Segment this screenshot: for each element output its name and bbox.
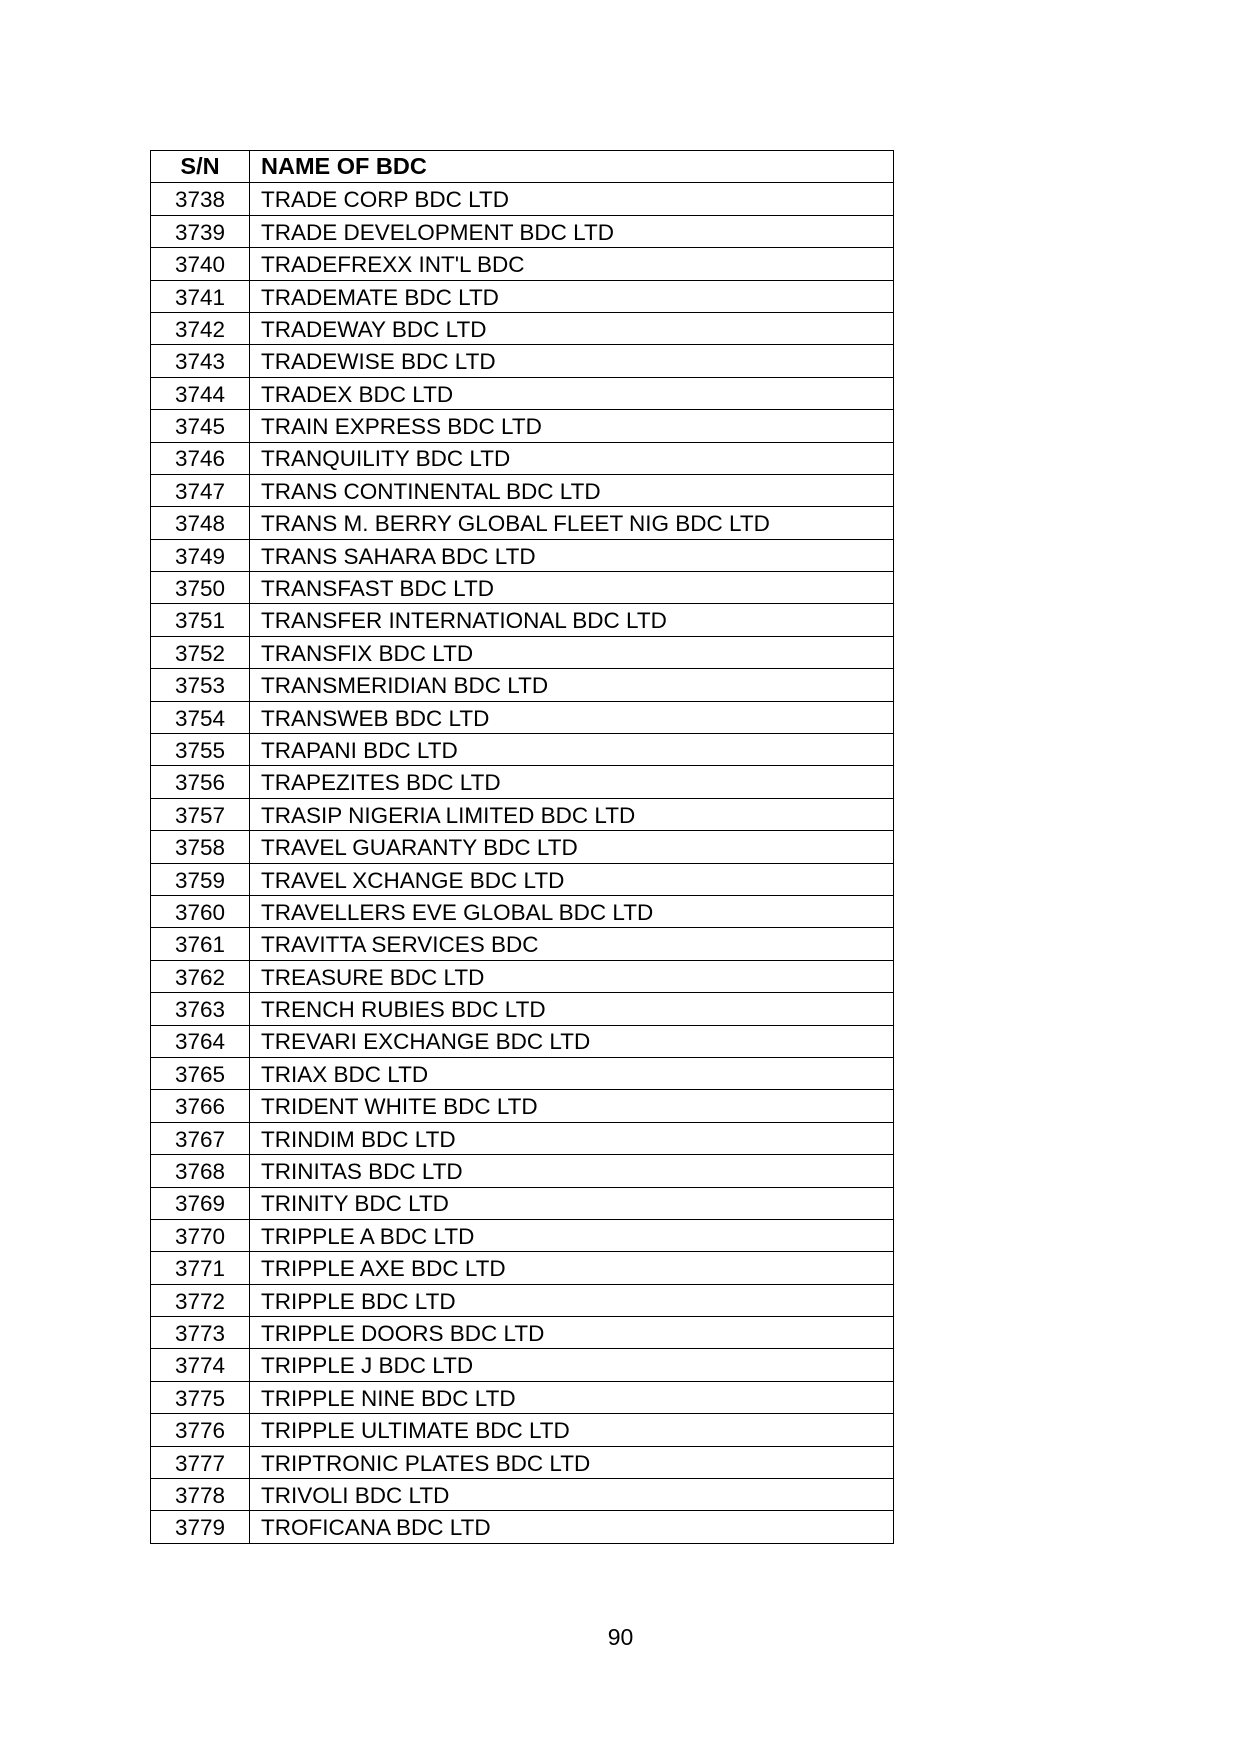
bdc-name-cell: TRADEFREXX INT'L BDC — [250, 248, 894, 280]
bdc-name-cell: TREASURE BDC LTD — [250, 960, 894, 992]
bdc-name-cell: TRIPPLE ULTIMATE BDC LTD — [250, 1414, 894, 1446]
bdc-name-cell: TRADEMATE BDC LTD — [250, 280, 894, 312]
table-row — [151, 1349, 894, 1381]
serial-number-cell: 3764 — [151, 1025, 250, 1057]
bdc-name-cell: TRADE CORP BDC LTD — [250, 183, 894, 215]
table-row — [151, 474, 894, 506]
bdc-name-cell: TRIPTRONIC PLATES BDC LTD — [250, 1446, 894, 1478]
table-row — [151, 960, 894, 992]
bdc-name-cell: TRANS CONTINENTAL BDC LTD — [250, 474, 894, 506]
table-row — [151, 1414, 894, 1446]
table-row — [151, 1511, 894, 1543]
bdc-name-cell: TRINITAS BDC LTD — [250, 1155, 894, 1187]
serial-number-cell: 3739 — [151, 215, 250, 247]
bdc-name-cell: TRANSWEB BDC LTD — [250, 701, 894, 733]
bdc-name-cell: TRIVOLI BDC LTD — [250, 1479, 894, 1511]
table-row — [151, 1479, 894, 1511]
bdc-name-cell: TRIAX BDC LTD — [250, 1057, 894, 1089]
bdc-name-cell: TRADEWISE BDC LTD — [250, 345, 894, 377]
table-body — [151, 183, 894, 1543]
serial-number-cell: 3751 — [151, 604, 250, 636]
serial-number-cell: 3738 — [151, 183, 250, 215]
bdc-name-cell: TRANSFER INTERNATIONAL BDC LTD — [250, 604, 894, 636]
serial-number-cell: 3772 — [151, 1284, 250, 1316]
table-row — [151, 701, 894, 733]
table-row — [151, 1025, 894, 1057]
serial-number-cell: 3757 — [151, 798, 250, 830]
bdc-name-cell: TRIPPLE J BDC LTD — [250, 1349, 894, 1381]
table-row — [151, 993, 894, 1025]
serial-number-cell: 3750 — [151, 572, 250, 604]
table-row — [151, 895, 894, 927]
serial-number-cell: 3760 — [151, 895, 250, 927]
table-row — [151, 1219, 894, 1251]
bdc-name-cell: TRANSFIX BDC LTD — [250, 636, 894, 668]
bdc-name-cell: TRAVEL XCHANGE BDC LTD — [250, 863, 894, 895]
bdc-name-cell: TRAPANI BDC LTD — [250, 734, 894, 766]
bdc-table — [150, 150, 894, 1544]
table-row — [151, 1155, 894, 1187]
serial-number-cell: 3770 — [151, 1219, 250, 1251]
table-row — [151, 1252, 894, 1284]
serial-number-cell: 3771 — [151, 1252, 250, 1284]
bdc-name-cell: TRAIN EXPRESS BDC LTD — [250, 410, 894, 442]
table-row — [151, 215, 894, 247]
table-row — [151, 831, 894, 863]
name-header: NAME OF BDC — [250, 151, 894, 183]
serial-number-cell: 3779 — [151, 1511, 250, 1543]
bdc-name-cell: TRAVITTA SERVICES BDC — [250, 928, 894, 960]
table-row — [151, 1381, 894, 1413]
bdc-name-cell: TRANS SAHARA BDC LTD — [250, 539, 894, 571]
table-row — [151, 248, 894, 280]
table-row — [151, 410, 894, 442]
table-row — [151, 183, 894, 215]
serial-number-cell: 3759 — [151, 863, 250, 895]
serial-number-cell: 3766 — [151, 1090, 250, 1122]
sn-header: S/N — [151, 151, 250, 183]
bdc-name-cell: TRANS M. BERRY GLOBAL FLEET NIG BDC LTD — [250, 507, 894, 539]
bdc-name-cell: TRIPPLE BDC LTD — [250, 1284, 894, 1316]
serial-number-cell: 3740 — [151, 248, 250, 280]
serial-number-cell: 3776 — [151, 1414, 250, 1446]
serial-number-cell: 3755 — [151, 734, 250, 766]
bdc-name-cell: TRINITY BDC LTD — [250, 1187, 894, 1219]
bdc-name-cell: TRANSMERIDIAN BDC LTD — [250, 669, 894, 701]
bdc-name-cell: TRAPEZITES BDC LTD — [250, 766, 894, 798]
bdc-name-cell: TRASIP NIGERIA LIMITED BDC LTD — [250, 798, 894, 830]
table-row — [151, 280, 894, 312]
serial-number-cell: 3763 — [151, 993, 250, 1025]
serial-number-cell: 3754 — [151, 701, 250, 733]
bdc-name-cell: TRIPPLE A BDC LTD — [250, 1219, 894, 1251]
bdc-name-cell: TRIPPLE AXE BDC LTD — [250, 1252, 894, 1284]
table-row — [151, 1090, 894, 1122]
table-row — [151, 766, 894, 798]
table-row — [151, 636, 894, 668]
serial-number-cell: 3777 — [151, 1446, 250, 1478]
serial-number-cell: 3756 — [151, 766, 250, 798]
serial-number-cell: 3741 — [151, 280, 250, 312]
table-row — [151, 572, 894, 604]
bdc-name-cell: TRENCH RUBIES BDC LTD — [250, 993, 894, 1025]
bdc-name-cell: TRADEX BDC LTD — [250, 377, 894, 409]
serial-number-cell: 3773 — [151, 1317, 250, 1349]
serial-number-cell: 3778 — [151, 1479, 250, 1511]
table-header — [151, 151, 894, 183]
table-row — [151, 669, 894, 701]
bdc-name-cell: TRAVEL GUARANTY BDC LTD — [250, 831, 894, 863]
serial-number-cell: 3758 — [151, 831, 250, 863]
serial-number-cell: 3748 — [151, 507, 250, 539]
header-row — [151, 151, 894, 183]
bdc-name-cell: TREVARI EXCHANGE BDC LTD — [250, 1025, 894, 1057]
bdc-name-cell: TRIDENT WHITE BDC LTD — [250, 1090, 894, 1122]
serial-number-cell: 3774 — [151, 1349, 250, 1381]
table-row — [151, 345, 894, 377]
table-row — [151, 734, 894, 766]
serial-number-cell: 3765 — [151, 1057, 250, 1089]
table-row — [151, 442, 894, 474]
table-row — [151, 1122, 894, 1154]
serial-number-cell: 3746 — [151, 442, 250, 474]
table-row — [151, 312, 894, 344]
serial-number-cell: 3761 — [151, 928, 250, 960]
bdc-name-cell: TRINDIM BDC LTD — [250, 1122, 894, 1154]
bdc-name-cell: TRANQUILITY BDC LTD — [250, 442, 894, 474]
serial-number-cell: 3768 — [151, 1155, 250, 1187]
serial-number-cell: 3752 — [151, 636, 250, 668]
bdc-name-cell: TRAVELLERS EVE GLOBAL BDC LTD — [250, 895, 894, 927]
bdc-name-cell: TRANSFAST BDC LTD — [250, 572, 894, 604]
table-row — [151, 798, 894, 830]
table-row — [151, 604, 894, 636]
serial-number-cell: 3762 — [151, 960, 250, 992]
serial-number-cell: 3775 — [151, 1381, 250, 1413]
serial-number-cell: 3743 — [151, 345, 250, 377]
table-row — [151, 539, 894, 571]
table-row — [151, 1187, 894, 1219]
bdc-name-cell: TROFICANA BDC LTD — [250, 1511, 894, 1543]
serial-number-cell: 3769 — [151, 1187, 250, 1219]
bdc-name-cell: TRADE DEVELOPMENT BDC LTD — [250, 215, 894, 247]
table-row — [151, 928, 894, 960]
table-row — [151, 1446, 894, 1478]
serial-number-cell: 3747 — [151, 474, 250, 506]
table-row — [151, 1057, 894, 1089]
bdc-name-cell: TRADEWAY BDC LTD — [250, 312, 894, 344]
table-row — [151, 507, 894, 539]
serial-number-cell: 3742 — [151, 312, 250, 344]
bdc-name-cell: TRIPPLE DOORS BDC LTD — [250, 1317, 894, 1349]
serial-number-cell: 3753 — [151, 669, 250, 701]
serial-number-cell: 3749 — [151, 539, 250, 571]
table-row — [151, 863, 894, 895]
table-row — [151, 377, 894, 409]
serial-number-cell: 3767 — [151, 1122, 250, 1154]
table-row — [151, 1317, 894, 1349]
table-row — [151, 1284, 894, 1316]
serial-number-cell: 3744 — [151, 377, 250, 409]
serial-number-cell: 3745 — [151, 410, 250, 442]
page-number: 90 — [607, 1624, 634, 1650]
bdc-name-cell: TRIPPLE NINE BDC LTD — [250, 1381, 894, 1413]
